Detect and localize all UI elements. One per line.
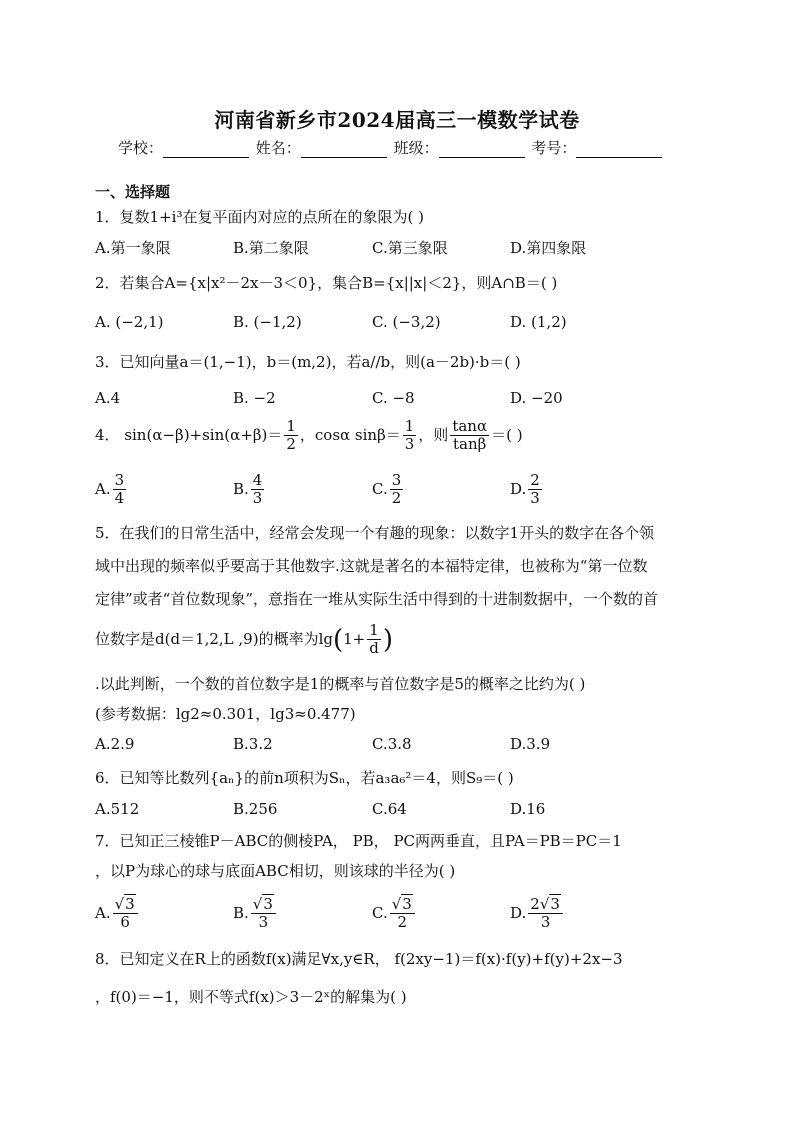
question-1-stem: 1．复数1+i³在复平面内对应的点所在的象限为( ): [95, 208, 424, 226]
q2-option-a: A. (−2,1): [95, 313, 164, 331]
q7-option-d: D. $\frac{2√3}{3}$: [510, 896, 565, 932]
name-label: 姓名：: [255, 139, 301, 157]
question-5-line-5: .以此判断，一个数的首位数字是1的概率与首位数字是5的概率之比约为( ): [95, 675, 586, 693]
number-blank[interactable]: [576, 142, 662, 158]
q1-option-b: B.第二象限: [233, 239, 309, 257]
question-2-stem: 2．若集合A={x|x²－2x－3＜0}，集合B={x||x|＜2}，则A∩B＝( ): [95, 274, 558, 292]
q1-option-c: C.第三象限: [372, 239, 448, 257]
question-5-line-4: 位数字是d(d＝1,2,L ,9)的概率为lg(1+ $\frac{1}{d}$ ): [95, 621, 394, 658]
question-7-line-1: 7．已知正三棱锥P－ABC的侧棱PA， PB， PC两两垂直，且PA＝PB＝PC＝1: [95, 832, 622, 850]
q4-option-a: A. $\frac{3}{4}$: [95, 471, 125, 508]
q1-option-a: A.第一象限: [95, 239, 171, 257]
q4-option-d: D. $\frac{2}{3}$: [510, 471, 540, 508]
question-4-stem: 4． sin(α−β)+sin(α+β)＝ $\frac{1}{2}$ ，cosα sinβ＝ $\frac{1}{3}$ ，则 $\frac{\tan\alpha}{\tan\beta}$ ＝( ): [95, 417, 523, 454]
student-info-line: [118, 137, 664, 158]
q4-fraction-3: $\frac{\tan\alpha}{\tan\beta}$: [452, 417, 488, 454]
q7-option-b: B. $\frac{√3}{3}$: [233, 896, 278, 932]
question-5-line-1: 5．在我们的日常生活中，经常会发现一个有趣的现象：以数字1开头的数字在各个领: [95, 524, 655, 542]
q6-option-c: C.64: [372, 800, 407, 818]
q5-option-a: A.2.9: [95, 735, 135, 753]
q2-option-b: B. (−1,2): [233, 313, 302, 331]
q3-option-d: D. −20: [510, 389, 563, 407]
q5-option-d: D.3.9: [510, 735, 551, 753]
question-8-line-2: ，f(0)＝−1，则不等式f(x)＞3－2ˣ的解集为( ): [95, 988, 407, 1006]
q6-option-a: A.512: [95, 800, 140, 818]
section-heading: 一、选择题: [95, 183, 171, 201]
question-5-line-3: 定律”或者“首位数现象”，意指在一堆从实际生活中得到的十进制数据中，一个数的首: [95, 590, 659, 608]
q5-option-c: C.3.8: [372, 735, 412, 753]
exam-title: 河南省新乡市2024届高三一模数学试卷: [214, 108, 580, 132]
q1-option-d: D.第四象限: [510, 239, 587, 257]
school-label: 学校：: [118, 139, 164, 157]
question-5-reference-data: (参考数据：lg2≈0.301，lg3≈0.477): [95, 705, 356, 723]
q2-option-d: D. (1,2): [510, 313, 567, 331]
q2-option-c: C. (−3,2): [372, 313, 441, 331]
question-5-line-2: 域中出现的频率似乎要高于其他数字.这就是著名的本福特定律，也被称为“第一位数: [95, 557, 648, 575]
q7-option-a: A. $\frac{√3}{6}$: [95, 896, 140, 932]
q7-option-c: C. $\frac{√3}{2}$: [372, 896, 417, 932]
q4-option-c: C. $\frac{3}{2}$: [372, 471, 402, 508]
question-6-stem: 6．已知等比数列{aₙ}的前n项积为Sₙ，若a₃a₆²＝4，则S₉＝( ): [95, 769, 514, 787]
q4-fraction-2: $\frac{1}{3}$: [404, 417, 415, 454]
class-label: 班级：: [393, 139, 439, 157]
q6-option-d: D.16: [510, 800, 546, 818]
q5-option-b: B.3.2: [233, 735, 273, 753]
question-3-stem: 3．已知向量a＝(1,−1)，b＝(m,2)，若a//b，则(a－2b)·b＝( ): [95, 353, 521, 371]
q4-fraction-1: $\frac{1}{2}$: [286, 417, 296, 454]
number-label: 考号：: [531, 139, 577, 157]
name-blank[interactable]: [301, 142, 387, 158]
question-8-line-1: 8．已知定义在R上的函数f(x)满足∀x,y∈R， f(2xy−1)＝f(x)·f(y)+f(y)+2x−3: [95, 950, 623, 968]
q4-option-b: B. $\frac{4}{3}$: [233, 471, 263, 508]
question-7-line-2: ，以P为球心的球与底面ABC相切，则该球的半径为( ): [95, 862, 456, 880]
q3-option-a: A.4: [95, 389, 121, 407]
class-blank[interactable]: [439, 142, 525, 158]
q3-option-c: C. −8: [372, 389, 415, 407]
school-blank[interactable]: [163, 142, 249, 158]
q6-option-b: B.256: [233, 800, 278, 818]
q3-option-b: B. −2: [233, 389, 276, 407]
